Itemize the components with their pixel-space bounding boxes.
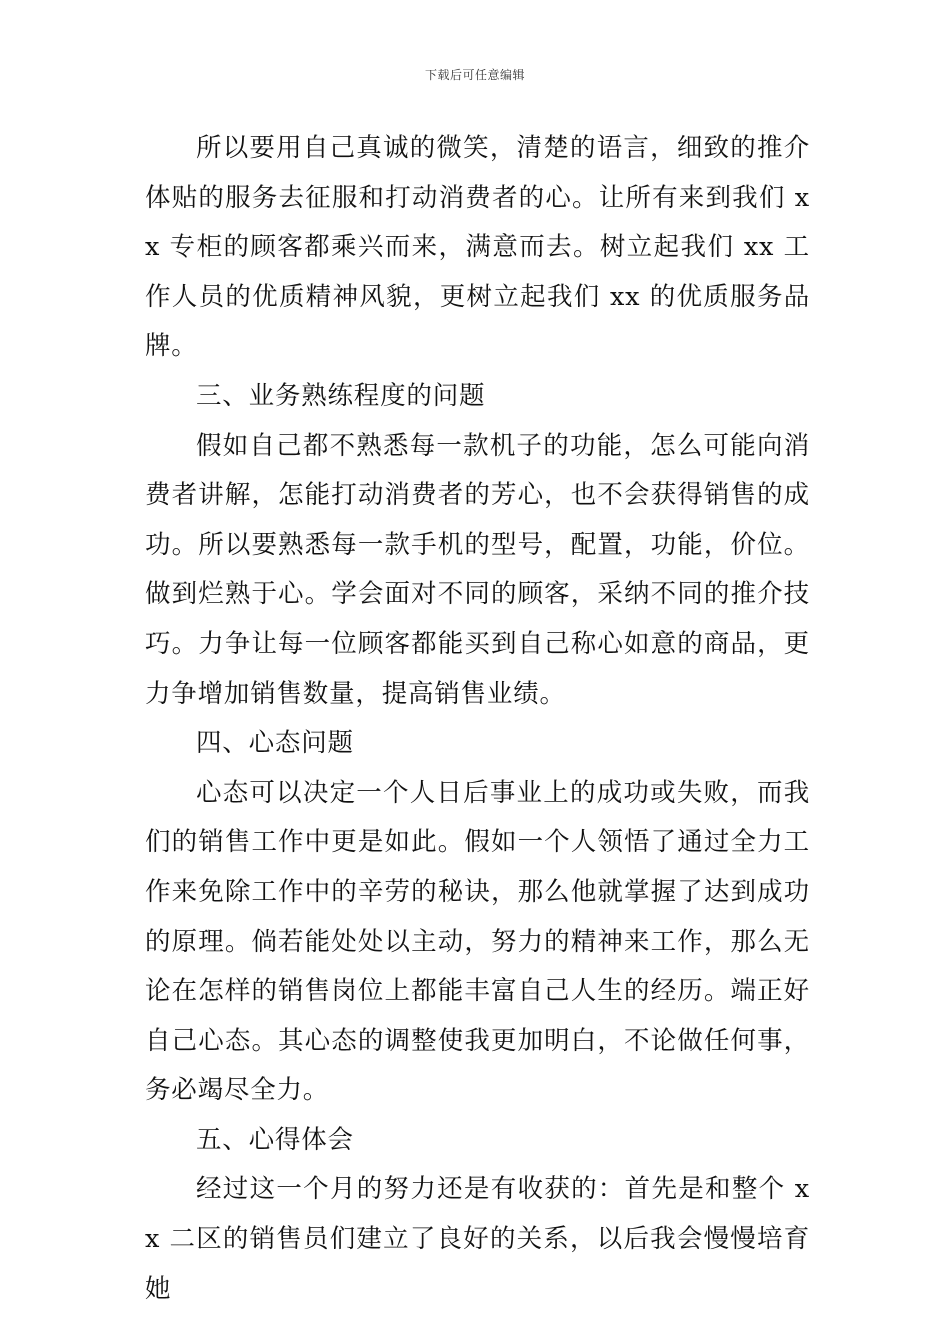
page-header-note: 下载后可任意编辑: [424, 68, 525, 82]
document-body: [145, 124, 810, 1314]
section-heading-3: 三、业务熟练程度的问题: [196, 380, 486, 411]
paragraph-business-proficiency: 假如自己都不熟悉每一款机子的功能，怎么可能向消费者讲解，怎能打动消费者的芳心，也不会获得销售的成功。所以要熟悉每一款手机的型号，配置，功能，价位。做到烂熟于心。学会面对不同的顾客，采纳不同的推介技巧。力争让每一位顾客都能买到自己称心如意的商品，更力争增加销售数量，提高销售业绩。: [145, 430, 810, 709]
paragraph-service-attitude: 所以要用自己真诚的微笑，清楚的语言，细致的推介体贴的服务去征服和打动消费者的心。让所有来到我们 xx 专柜的顾客都乘兴而来，满意而去。树立起我们 xx 工作人员的优质精神风貌，更树立起我们 xx 的优质服务品牌。: [145, 133, 810, 362]
paragraph-mindset: 心态可以决定一个人日后事业上的成功或失败，而我们的销售工作中更是如此。假如一个人领悟了通过全力工作来免除工作中的辛劳的秘诀，那么他就掌握了达到成功的原理。倘若能处处以主动，努力的精神来工作，那么无论在怎样的销售岗位上都能丰富自己人生的经历。端正好自己心态。其心态的调整使我更加明白，不论做任何事，务必竭尽全力。: [145, 777, 810, 1106]
paragraph-experience: 经过这一个月的努力还是有收获的：首先是和整个 xx 二区的销售员们建立了良好的关系，以后我会慢慢培育她: [145, 1174, 810, 1304]
section-heading-4: 四、心态问题: [196, 728, 354, 759]
section-heading-5: 五、心得体会: [196, 1124, 354, 1155]
